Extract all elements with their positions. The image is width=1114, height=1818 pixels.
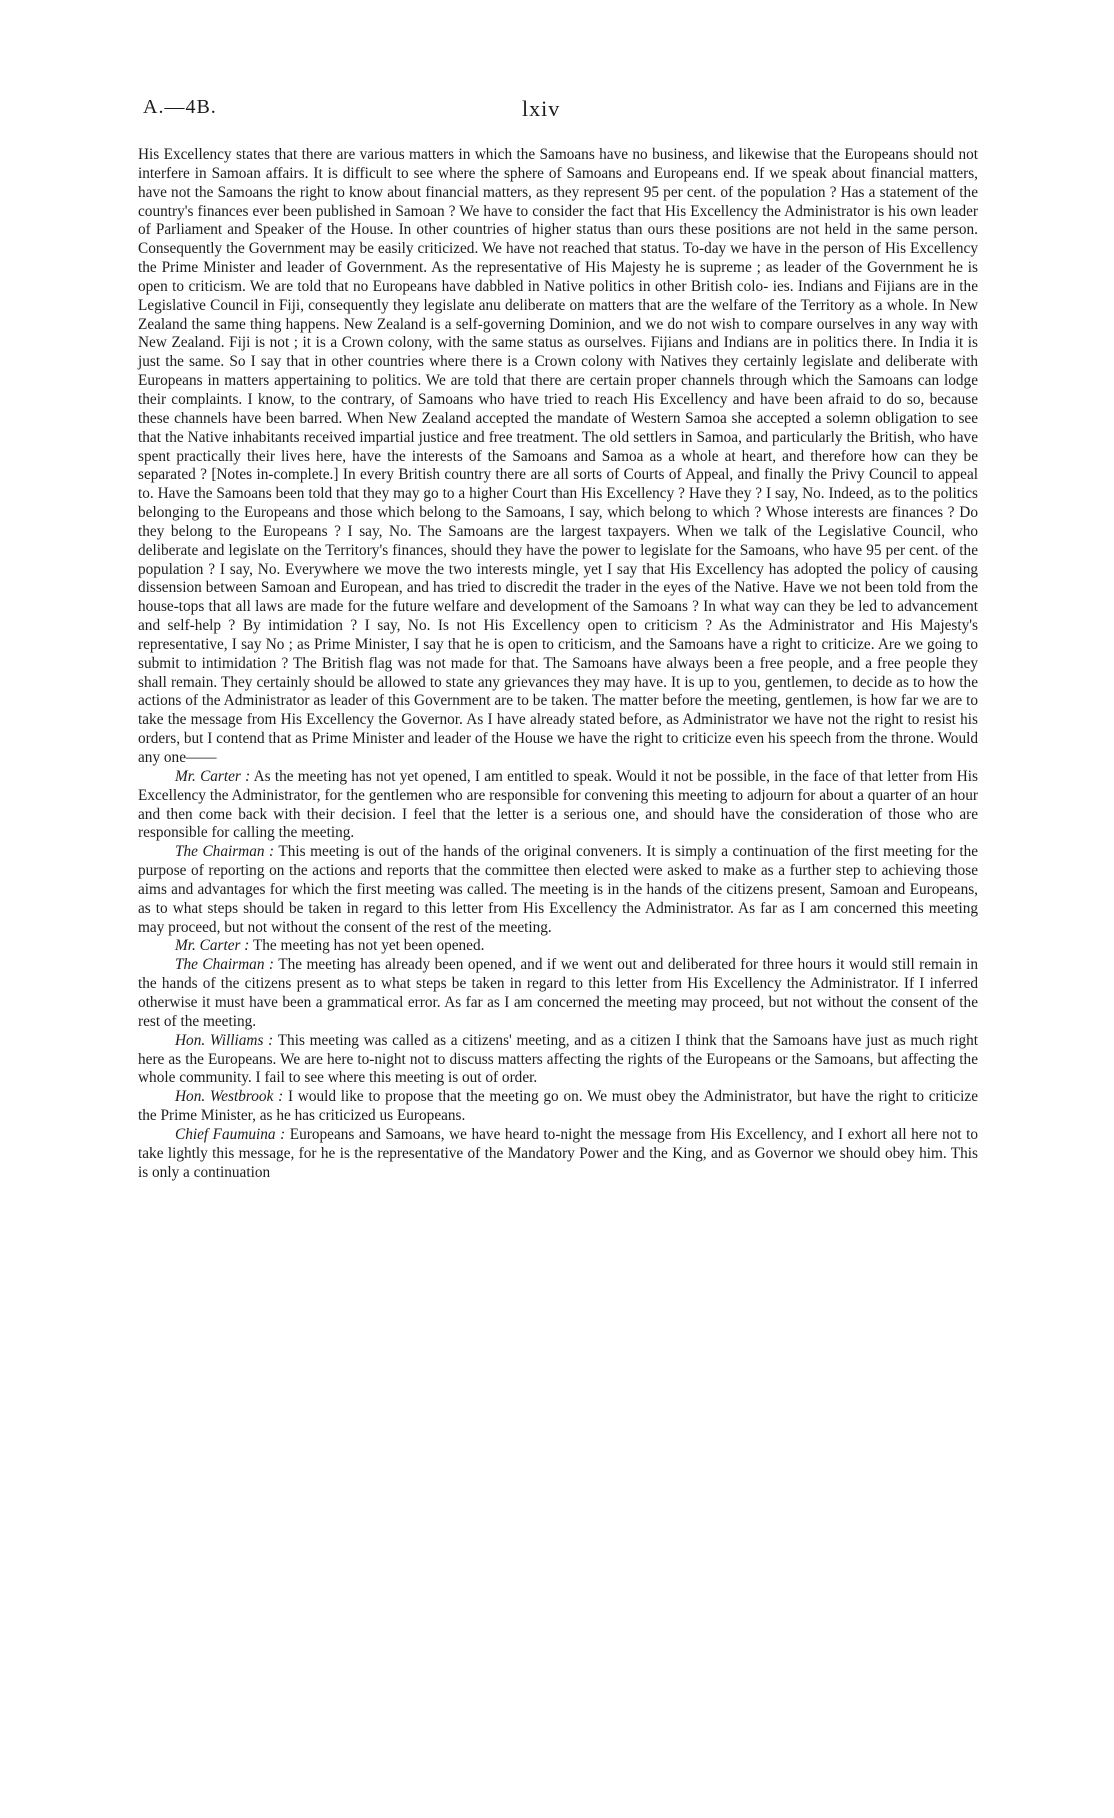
speaker-name: Mr. Carter : bbox=[175, 767, 251, 785]
speaker-name: Hon. Westbrook : bbox=[175, 1088, 284, 1106]
paragraph-text: This meeting is out of the hands of the original conveners. It is simply a continuation of the first meeting for the purpose of reporting on the actions and reports that the committee then elected were asked to make as a further step to achieving those aims and advantages for which the first meeting was called. The meeting is in the hands of the citizens present, Samoan and Europeans, as to what steps should be taken in regard to this letter from His Excellency the Administrator. As far as I am concerned this meeting may proceed, but not without the consent of the rest of the meeting. bbox=[138, 843, 979, 936]
page-body bbox=[138, 146, 978, 1182]
speaker-name: The Chairman : bbox=[175, 956, 275, 974]
paragraph-williams bbox=[138, 1032, 978, 1089]
page-header bbox=[143, 96, 983, 136]
paragraph-carter-1 bbox=[138, 768, 978, 843]
paragraph-chairman-2 bbox=[138, 956, 978, 1031]
paragraph-carter-2 bbox=[138, 937, 978, 956]
paragraph-text: The meeting has not yet been opened. bbox=[252, 937, 485, 955]
paragraph-text: I would like to propose that the meeting go on. We must obey the Administrator, but have the right to criticize the Prime Minister, as he has criticized us Europeans. bbox=[138, 1088, 978, 1125]
speaker-name: Hon. Williams : bbox=[175, 1031, 274, 1049]
paragraph-text: This meeting was called as a citizens' meeting, and as a citizen I think that the Samoans have just as much right here as the Europeans. We are here to-night not to discuss matters affecting the rights of the Europeans or the Samoans, but affecting the whole community. I fail to see where this meeting is out of order. bbox=[138, 1031, 978, 1087]
paragraph-opening-speech bbox=[138, 146, 978, 768]
paragraph-text: The meeting has already been opened, and if we went out and deliberated for three hours it would still remain in the hands of the citizens present as to what steps be taken in regard to this letter from His Excellency the Administrator. If I inferred otherwise it must have been a grammatical error. As far as I am concerned the meeting may proceed, but not without the consent of the rest of the meeting. bbox=[138, 956, 979, 1030]
paragraph-chairman-1 bbox=[138, 843, 978, 937]
paragraph-faumuina bbox=[138, 1126, 978, 1183]
speaker-name: Mr. Carter : bbox=[175, 937, 250, 955]
document-reference: A.—4B. bbox=[143, 96, 217, 118]
paragraph-westbrook bbox=[138, 1088, 978, 1126]
speaker-name: Chief Faumuina : bbox=[175, 1125, 286, 1143]
paragraph-text: His Excellency states that there are various matters in which the Samoans have no business, and likewise that the Europeans should not interfere in Samoan affairs. It is difficult to see where the sphere of Samoans and Europeans end. If we speak about financial matters, have not the Samoans the right to know about financial matters, as they represent 95 per cent. of the population ? Has a statement of the country's finances ever been published in Samoan ? We have to consider the fact that His Excellency the Administrator is his own leader of Parliament and Speaker of the House. In other countries of higher status than ours these positions are not held in the same person. Consequently the Government may be easily criticized. We have not reached that status. To-day we have in the person of His Excellency the Prime Minister and leader of Government. As the representative of His Majesty he is supreme ; as leader of the Government he is open to criticism. We are told that no Europeans have dabbled in Native politics in other British colo- ies. Indians and Fijians are in the Legislative Council in Fiji, consequently they legislate anu deliberate on matters that are the welfare of the Territory as a whole. In New Zealand the same thing happens. New Zealand is a self-governing Dominion, and we do not wish to compare ourselves in any way with New Zealand. Fiji is not ; it is a Crown colony, with the same status as ourselves. Fijians and Indians are in politics there. In India it is just the same. So I say that in other countries where there is a Crown colony with Natives they certainly legislate and deliberate with Europeans in matters appertaining to politics. We are told that there are certain proper channels through which the Samoans can lodge their complaints. I know, to the contrary, of Samoans who have tried to reach His Excellency and have been afraid to do so, because these channels have been barred. When New Zealand accepted the mandate of Western Samoa she accepted a solemn obligation to see that the Native inhabitants received impartial justice and free treatment. The old settlers in Samoa, and particularly the British, who have spent practically their lives here, have the interests of the Samoans and Samoa as a whole at heart, and therefore how can they be separated ? [Notes in-complete.] In every British country there are all sorts of Courts of Appeal, and finally the Privy Council to appeal to. Have the Samoans been told that they may go to a higher Court than His Excellency ? Have they ? I say, No. Indeed, as to the politics belonging to the Europeans and those which belong to the Samoans, I say, which belong to which ? Whose interests are finances ? Do they belong to the Europeans ? I say, No. The Samoans are the largest taxpayers. When we talk of the Legislative Council, who deliberate and legislate on the Territory's finances, should they have the power to legislate for the Samoans, who have 95 per cent. of the population ? I say, No. Everywhere we move the two interests mingle, yet I say that His Excellency has adopted the policy of causing dissension between Samoan and European, and has tried to discredit the trader in the eyes of the Native. Have we not been told from the house-tops that all laws are made for the future welfare and development of the Samoans ? In what way can they be led to advancement and self-help ? By intimidation ? I say, No. Is not His Excellency open to criticism ? As the Administrator and His Majesty's representative, I say No ; as Prime Minister, I say that he is open to criticism, and the Samoans have a right to criticize. Are we going to submit to intimidation ? The British flag was not made for that. The Samoans have always been a free people, and a free people they shall remain. They certainly should be allowed to state any grievances they may have. It is up to you, gentlemen, to decide as to how the actions of the Administrator as leader of this Government are to be taken. The matter before the meeting, gentlemen, is how far we are to take the message from His Excellency the Governor. As I have already stated before, as Administrator we have not the right to resist his orders, but I contend that as Prime Minister and leader of the House we have the right to criticize even his speech from the throne. Would any one—— bbox=[138, 146, 978, 766]
paragraph-text: Europeans and Samoans, we have heard to-night the message from His Excellency, and I exhort all here not to take lightly this message, for he is the representative of the Mandatory Power and the King, and as Governor we should obey him. This is only a continuation bbox=[138, 1125, 978, 1181]
paragraph-text: As the meeting has not yet opened, I am entitled to speak. Would it not be possible, in the face of that letter from His Excellency the Administrator, for the gentlemen who are responsible for convening this meeting to adjourn for about a quarter of an hour and then come back with their decision. I feel that the letter is a serious one, and should have the consideration of those who are responsible for calling the meeting. bbox=[138, 767, 978, 842]
page-number: lxiv bbox=[522, 96, 561, 121]
speaker-name: The Chairman : bbox=[175, 843, 275, 861]
